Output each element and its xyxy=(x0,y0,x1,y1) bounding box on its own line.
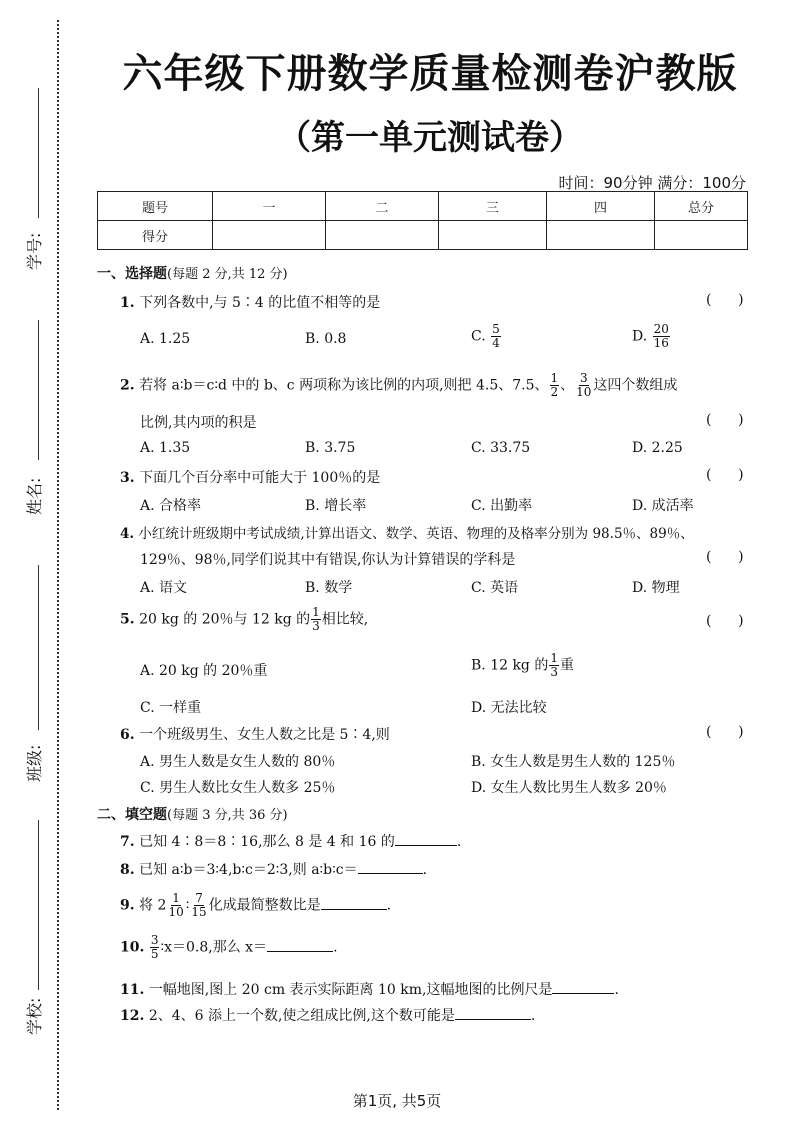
section-note: (每题 2 分,共 12 分) xyxy=(167,267,288,282)
question-6 xyxy=(120,724,390,744)
fraction-numerator: 3 xyxy=(150,933,159,947)
fraction xyxy=(190,892,207,919)
student-id-label: 学号: xyxy=(25,232,44,270)
question-4-line-2: 129％、98％,同学们说其中有错误,你认为计算错误的学科是 xyxy=(140,552,516,568)
fraction-numerator: 20 xyxy=(653,322,669,336)
binding-dotted-line xyxy=(57,20,59,1110)
score-cell[interactable] xyxy=(439,221,547,250)
score-header-cell: 总分 xyxy=(655,192,748,221)
option-b-prefix: B. 12 kg 的 xyxy=(471,657,549,674)
question-text: 已知 a∶b＝3∶4,b∶c＝2∶3,则 a∶b∶c＝ xyxy=(139,862,358,878)
question-5 xyxy=(120,606,368,633)
question-text: 已知 4∶8＝8∶16,那么 8 是 4 和 16 的 xyxy=(139,834,395,850)
question-1 xyxy=(120,292,380,312)
fraction xyxy=(491,323,501,350)
option-d xyxy=(632,323,671,350)
answer-parentheses[interactable]: ( ) xyxy=(706,613,744,629)
question-3 xyxy=(120,467,380,487)
score-table-score-row xyxy=(98,221,748,250)
score-cell[interactable] xyxy=(213,221,326,250)
fraction xyxy=(167,892,184,919)
fraction xyxy=(550,372,560,399)
fraction-denominator: 10 xyxy=(168,905,184,919)
question-number: 6. xyxy=(120,727,135,743)
answer-blank[interactable] xyxy=(552,979,614,994)
option-c xyxy=(471,323,502,350)
time-score-info: 时间：90分钟 满分：100分 xyxy=(558,174,746,192)
answer-parentheses[interactable]: ( ) xyxy=(706,467,744,483)
option-c: C. 出勤率 xyxy=(471,498,533,514)
option-c: C. 男生人数比女生人数多 25％ xyxy=(140,780,336,796)
fraction-denominator: 10 xyxy=(576,385,592,399)
answer-blank[interactable] xyxy=(395,831,457,846)
fraction-denominator: 3 xyxy=(550,665,558,679)
question-end: . xyxy=(386,897,392,914)
question-2-line-2: 比例,其内项的积是 xyxy=(140,415,257,431)
question-number: 3. xyxy=(120,470,135,486)
option-b: B. 0.8 xyxy=(305,331,347,347)
question-2 xyxy=(120,372,677,399)
option-d-prefix: D. xyxy=(632,328,648,345)
question-text: 化成最简整数比是 xyxy=(208,897,321,914)
option-b xyxy=(471,652,574,679)
option-d: D. 女生人数比男生人数多 20％ xyxy=(471,780,667,796)
question-number: 9. xyxy=(120,897,135,914)
school-label: 学校: xyxy=(25,997,44,1035)
class-underline xyxy=(38,565,39,730)
fraction xyxy=(150,934,160,961)
question-text: 2、4、6 添上一个数,使之组成比例,这个数可能是 xyxy=(148,1008,455,1024)
score-header-cell: 四 xyxy=(547,192,655,221)
fraction-denominator: 5 xyxy=(150,947,159,961)
question-number: 2. xyxy=(120,377,135,394)
fraction-denominator: 3 xyxy=(312,619,320,633)
name-underline xyxy=(38,320,39,460)
question-text: 下面几个百分率中可能大于 100％的是 xyxy=(139,470,381,486)
option-a: A. 合格率 xyxy=(140,498,202,514)
answer-blank[interactable] xyxy=(455,1005,531,1020)
option-b: B. 3.75 xyxy=(305,440,356,456)
question-text: 将 2 xyxy=(139,897,167,914)
question-text: 下列各数中,与 5∶4 的比值不相等的是 xyxy=(139,295,381,311)
fraction-numerator: 3 xyxy=(579,371,588,385)
question-end: . xyxy=(333,939,338,956)
question-number: 1. xyxy=(120,295,135,311)
option-a: A. 男生人数是女生人数的 80％ xyxy=(140,754,336,770)
score-header-cell: 一 xyxy=(213,192,326,221)
question-9 xyxy=(120,892,391,919)
question-12 xyxy=(120,1005,535,1025)
score-header-cell: 二 xyxy=(326,192,439,221)
fraction-numerator: 7 xyxy=(195,891,203,905)
option-c: C. 33.75 xyxy=(471,440,531,456)
section-note: (每题 3 分,共 36 分) xyxy=(167,808,288,823)
student-id-underline xyxy=(38,88,39,218)
answer-blank[interactable] xyxy=(267,937,333,952)
score-header-cell: 三 xyxy=(439,192,547,221)
score-cell[interactable] xyxy=(547,221,655,250)
question-number: 7. xyxy=(120,834,135,850)
ratio-colon: ∶ xyxy=(185,897,190,914)
fraction xyxy=(653,323,670,350)
question-number: 4. xyxy=(120,526,135,542)
fraction xyxy=(549,652,559,679)
question-text: 一个班级男生、女生人数之比是 5∶4,则 xyxy=(139,727,390,743)
answer-parentheses[interactable]: ( ) xyxy=(706,292,744,308)
question-text: 若将 a∶b＝c∶d 中的 b、c 两项称为该比例的内项,则把 4.5、7.5、 xyxy=(139,377,549,394)
page-subtitle: （第一单元测试卷） xyxy=(277,118,583,158)
section-heading: 一、选择题 xyxy=(97,266,167,282)
question-text: 小红统计班级期中考试成绩,计算出语文、数学、英语、物理的及格率分别为 98.5％、89％、 xyxy=(138,526,694,542)
class-label: 班级: xyxy=(25,744,44,782)
question-end: . xyxy=(422,862,428,878)
answer-blank[interactable] xyxy=(321,895,387,910)
fraction-numerator: 1 xyxy=(172,891,180,905)
option-a: A. 1.25 xyxy=(140,331,191,347)
option-b: B. 增长率 xyxy=(305,498,367,514)
question-8 xyxy=(120,859,427,879)
section-title xyxy=(97,804,288,824)
option-b: B. 女生人数是男生人数的 125％ xyxy=(471,754,676,770)
answer-parentheses[interactable]: ( ) xyxy=(706,724,744,740)
question-7 xyxy=(120,831,461,851)
fraction xyxy=(575,372,592,399)
option-d: D. 2.25 xyxy=(632,440,683,456)
question-11 xyxy=(120,979,619,999)
question-text: 相比较, xyxy=(321,611,369,628)
option-c-prefix: C. xyxy=(471,328,486,345)
score-cell[interactable] xyxy=(655,221,748,250)
fraction-numerator: 5 xyxy=(492,322,500,336)
question-text: 一幅地图,图上 20 cm 表示实际距离 10 km,这幅地图的比例尺是 xyxy=(148,982,553,998)
question-number: 8. xyxy=(120,862,135,878)
school-underline xyxy=(38,820,39,990)
question-end: . xyxy=(614,982,619,998)
option-a: A. 20 kg 的 20％重 xyxy=(140,663,268,679)
fraction-numerator: 1 xyxy=(550,651,558,665)
option-c: C. 英语 xyxy=(471,580,519,596)
question-10 xyxy=(120,934,338,961)
score-table-header-row xyxy=(98,192,748,221)
fraction xyxy=(311,606,321,633)
question-text: 这四个数组成 xyxy=(593,377,678,394)
fraction-denominator: 2 xyxy=(550,385,559,399)
question-text: ∶x＝0.8,那么 x＝ xyxy=(160,939,268,956)
fraction-numerator: 1 xyxy=(550,371,559,385)
separator: 、 xyxy=(560,377,575,394)
answer-parentheses[interactable]: ( ) xyxy=(706,549,744,565)
fraction-denominator: 4 xyxy=(492,336,500,350)
option-d: D. 物理 xyxy=(632,580,680,596)
score-header-cell: 题号 xyxy=(98,192,213,221)
option-d: D. 无法比较 xyxy=(471,700,547,716)
option-b-suffix: 重 xyxy=(560,657,574,674)
question-number: 12. xyxy=(120,1008,145,1024)
section-title xyxy=(97,263,288,283)
option-a: A. 1.35 xyxy=(140,440,191,456)
score-table xyxy=(97,191,748,250)
question-4 xyxy=(120,522,694,542)
fraction-numerator: 1 xyxy=(312,605,320,619)
fraction-denominator: 16 xyxy=(653,336,669,350)
question-end: . xyxy=(456,834,462,850)
question-number: 5. xyxy=(120,611,135,628)
page-footer: 第1页, 共5页 xyxy=(352,1092,442,1110)
answer-blank[interactable] xyxy=(358,859,423,874)
question-end: . xyxy=(530,1008,536,1024)
option-d: D. 成活率 xyxy=(632,498,694,514)
answer-parentheses[interactable]: ( ) xyxy=(706,412,744,428)
option-c: C. 一样重 xyxy=(140,700,202,716)
option-b: B. 数学 xyxy=(305,580,353,596)
question-text: 20 kg 的 20％与 12 kg 的 xyxy=(139,611,311,628)
fraction-denominator: 15 xyxy=(191,905,207,919)
score-cell[interactable] xyxy=(326,221,439,250)
name-label: 姓名: xyxy=(25,477,44,515)
score-row-label: 得分 xyxy=(98,221,213,250)
question-number: 10. xyxy=(120,939,145,956)
question-number: 11. xyxy=(120,982,145,998)
section-heading: 二、填空题 xyxy=(97,807,167,823)
page-title: 六年级下册数学质量检测卷沪教版 xyxy=(122,51,738,97)
option-a: A. 语文 xyxy=(140,580,188,596)
